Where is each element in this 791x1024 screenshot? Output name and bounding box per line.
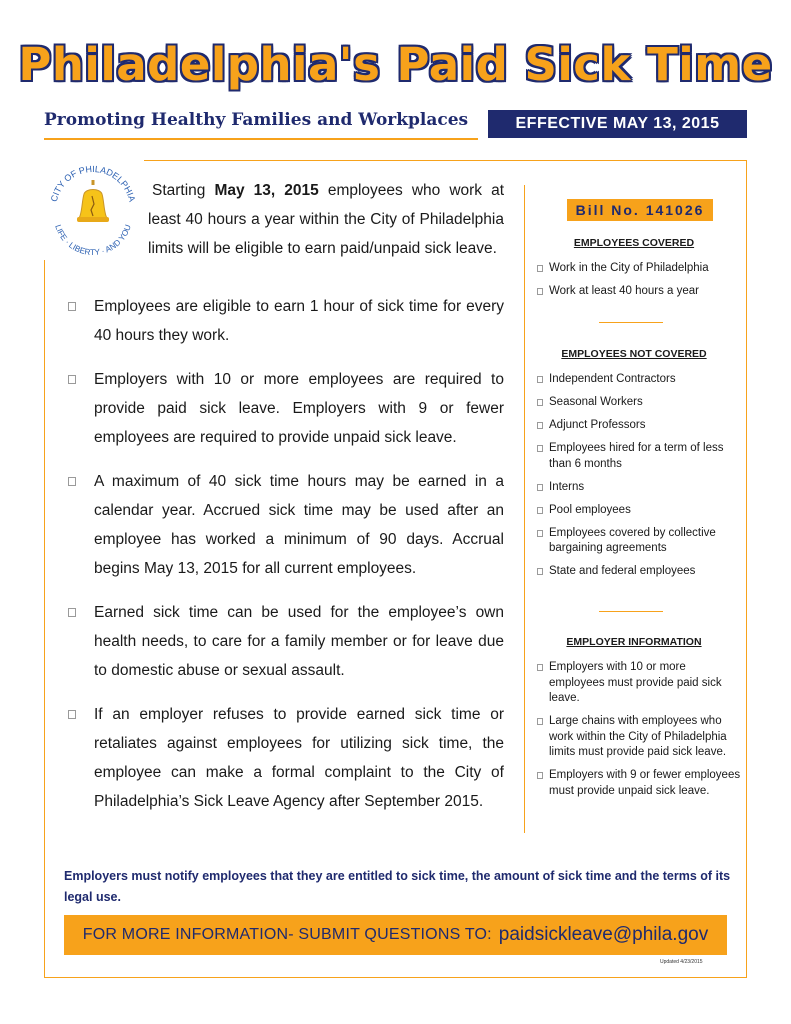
- employees-covered-list: [537, 261, 743, 307]
- list-item: [68, 365, 504, 452]
- checkbox-icon: [537, 718, 543, 725]
- city-seal: [42, 158, 144, 260]
- list-item: Work at least 40 hours a year: [537, 284, 743, 300]
- intro-date: May 13, 2015: [214, 182, 319, 199]
- employer-information-heading: EMPLOYER INFORMATION: [566, 636, 702, 648]
- list-item: Work in the City of Philadelphia: [537, 261, 743, 277]
- bullet-text: Employees are eligible to earn 1 hour of sick time for every 40 hours they work.: [94, 298, 504, 344]
- bullet-text: Employers with 10 or more employees are required to provide paid sick leave. Employers with 9 or fewer employees are required to provide unpaid sick leave.: [94, 371, 504, 446]
- checkbox-icon: [68, 375, 76, 384]
- checkbox-icon: [537, 399, 543, 406]
- list-item: Employees hired for a term of less than 6 months: [537, 441, 743, 472]
- employees-not-covered-list: [537, 372, 743, 587]
- employees-not-covered-heading: EMPLOYEES NOT COVERED: [561, 348, 707, 360]
- subtitle: Promoting Healthy Families and Workplaces: [44, 110, 469, 130]
- main-bullet-list: [68, 292, 504, 831]
- checkbox-icon: [537, 376, 543, 383]
- intro-text: employees who work at least 40 hours a year within the City of Philadelphia limits will be eligible to earn paid/unpaid sick leave.: [148, 182, 505, 257]
- subtitle-underline: [44, 138, 478, 140]
- intro-paragraph: [148, 176, 504, 263]
- bill-number-badge: Bill No. 141026: [567, 199, 713, 221]
- section-divider: [599, 322, 663, 323]
- more-info-label: FOR MORE INFORMATION- SUBMIT QUESTIONS TO:: [82, 926, 492, 943]
- checkbox-icon: [537, 422, 543, 429]
- list-item: Independent Contractors: [537, 372, 743, 388]
- list-item: [68, 700, 504, 816]
- checkbox-icon: [537, 568, 543, 575]
- employees-covered-heading: EMPLOYEES COVERED: [573, 237, 695, 249]
- checkbox-icon: [537, 265, 543, 272]
- checkbox-icon: [537, 445, 543, 452]
- checkbox-icon: [68, 710, 76, 719]
- effective-date-banner: EFFECTIVE MAY 13, 2015: [488, 110, 747, 138]
- checkbox-icon: [537, 664, 543, 671]
- bullet-text: If an employer refuses to provide earned sick time or retaliates against employees for utilizing sick time, the employee can make a formal complaint to the City of Philadelphia’s Sick Leave Agency after September 2015.: [94, 706, 504, 810]
- checkbox-icon: [68, 302, 76, 311]
- list-item: [68, 598, 504, 685]
- employer-information-list: [537, 660, 743, 807]
- liberty-bell-icon: [77, 180, 109, 222]
- page-title: Philadelphia's Paid Sick Time: [18, 38, 773, 91]
- checkbox-icon: [68, 608, 76, 617]
- list-item: [68, 292, 504, 350]
- city-seal-graphic: [42, 158, 144, 260]
- seal-motto-text: LIFE · LIBERTY · AND YOU: [53, 223, 133, 258]
- section-divider: [599, 611, 663, 612]
- list-item: State and federal employees: [537, 564, 743, 580]
- checkbox-icon: [537, 484, 543, 491]
- seal-ring-text: CITY OF PHILADELPHIA: [48, 163, 138, 203]
- bullet-text: A maximum of 40 sick time hours may be earned in a calendar year. Accrued sick time may be used after an employee has worked a minimum of 90 days. Accrual begins May 13, 2015 for all current employees.: [94, 473, 504, 577]
- list-item: Large chains with employees who work within the City of Philadelphia limits must provide paid sick leave.: [537, 714, 743, 761]
- bullet-text: Earned sick time can be used for the employee’s own health needs, to care for a family member or for leave due to domestic abuse or sexual assault.: [94, 604, 504, 679]
- list-item: Interns: [537, 480, 743, 496]
- contact-email-link[interactable]: paidsickleave@phila.gov: [498, 924, 709, 945]
- list-item: Pool employees: [537, 503, 743, 519]
- sidebar: [524, 185, 742, 833]
- checkbox-icon: [68, 477, 76, 486]
- checkbox-icon: [537, 288, 543, 295]
- list-item: Adjunct Professors: [537, 418, 743, 434]
- checkbox-icon: [537, 530, 543, 537]
- checkbox-icon: [537, 507, 543, 514]
- list-item: Seasonal Workers: [537, 395, 743, 411]
- list-item: Employers with 9 or fewer employees must provide unpaid sick leave.: [537, 768, 743, 799]
- more-info-banner: [64, 915, 727, 955]
- list-item: Employers with 10 or more employees must provide paid sick leave.: [537, 660, 743, 707]
- updated-date: Updated 4/23/2015: [660, 959, 703, 965]
- employer-notice: Employers must notify employees that they are entitled to sick time, the amount of sick time and the terms of its legal use.: [64, 869, 731, 904]
- list-item: Employees covered by collective bargaining agreements: [537, 526, 743, 557]
- checkbox-icon: [537, 772, 543, 779]
- intro-prefix: Starting: [152, 182, 206, 199]
- list-item: [68, 467, 504, 583]
